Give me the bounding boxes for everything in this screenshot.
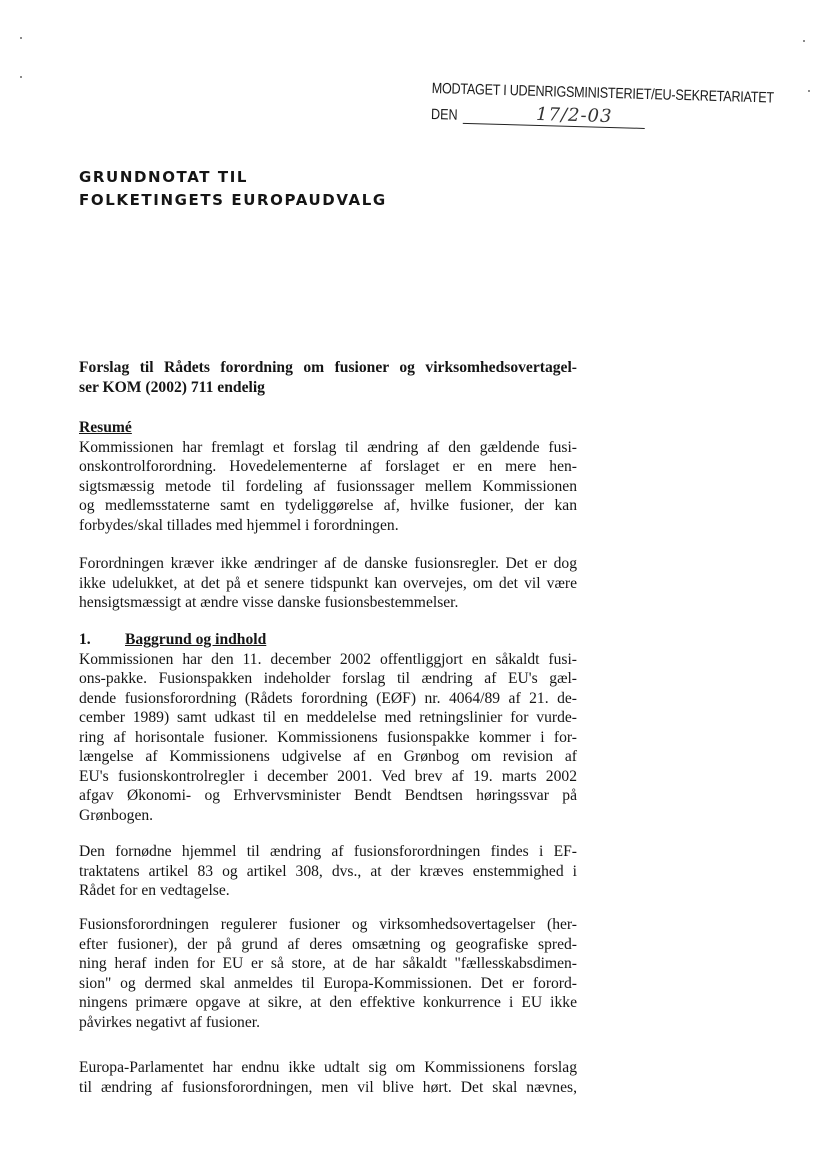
scan-speck bbox=[803, 40, 805, 42]
body-line: Den fornødne hjemmel til ændring af fusionsforordningen findes i EF- bbox=[79, 843, 577, 860]
body-line: påvirkes negativt af fusioner. bbox=[79, 1013, 261, 1031]
body-line: ning heraf inden for EU er så store, at de har såkaldt "fællesskabsdimen- bbox=[79, 955, 577, 972]
section-1 bbox=[79, 630, 577, 825]
body-line: Kommissionen har den 11. december 2002 offentliggjort en såkaldt fusi- bbox=[79, 650, 577, 668]
section-1-paragraph-3 bbox=[79, 915, 577, 1032]
section-number: 1. bbox=[79, 631, 91, 648]
resume-line: sigtsmæssig metode til fordeling af fusionssager mellem Kommissionen bbox=[79, 477, 577, 495]
body-line: ningens primære opgave at sikre, at den effektive konkurrence i EU ikke bbox=[79, 994, 577, 1011]
body-line: længelse af Kommissionens udgivelse af en Grønbog om revision af bbox=[79, 748, 577, 765]
body-line: til ændring af fusionsforordningen, men vil blive hørt. Det skal nævnes, bbox=[79, 1078, 577, 1096]
scan-speck bbox=[20, 37, 22, 39]
body-line: Grønbogen. bbox=[79, 806, 154, 824]
resume-heading: Resumé bbox=[79, 419, 132, 436]
title-line: ser KOM (2002) 711 endelig bbox=[79, 378, 265, 396]
stamp-den-label: DEN bbox=[430, 105, 458, 124]
document-title bbox=[79, 358, 577, 397]
body-line: ons-pakke. Fusionspakken indeholder forslag til ændring af EU's gæl- bbox=[79, 670, 577, 687]
resume-line: Kommissionen har fremlagt et forslag til ændring af den gældende fusi- bbox=[79, 438, 577, 456]
body-line: Rådet for en vedtagelse. bbox=[79, 882, 230, 899]
resume-line: forbydes/skal tillades med hjemmel i forordningen. bbox=[79, 516, 399, 534]
stamp-text: MODTAGET I UDENRIGSMINISTERIET/EU-SEKRETARIATET bbox=[431, 80, 775, 107]
stamp-handwritten-date: 17/2-03 bbox=[535, 103, 613, 128]
section-title: Baggrund og indhold bbox=[125, 631, 267, 648]
section-heading bbox=[79, 630, 577, 650]
title-line: Forslag til Rådets forordning om fusioner og virksomhedsovertagel- bbox=[79, 359, 577, 376]
scan-speck bbox=[808, 90, 810, 92]
body-line: efter fusioner), der på grund af deres omsætning og geografiske spred- bbox=[79, 935, 577, 953]
resume-line: ikke udelukket, at det på et senere tidspunkt kan overvejes, om det vil være bbox=[79, 574, 577, 592]
body-line: EU's fusionskontrolregler i december 2001. Ved brev af 19. marts 2002 bbox=[79, 767, 577, 785]
resume-line: onskontrolforordning. Hovedelementerne af forslaget er en mere hen- bbox=[79, 458, 577, 475]
document-header bbox=[79, 166, 387, 212]
body-line: cember 1989) samt udkast til en meddelelse med retningslinier for vurde- bbox=[79, 709, 577, 726]
body-line: sion" og dermed skal anmeldes til Europa-Kommissionen. Det er forord- bbox=[79, 974, 577, 992]
body-line: ring af horisontale fusioner. Kommissionens fusionspakke kommer i for- bbox=[79, 728, 577, 746]
body-line: dende fusionsforordning (Rådets forordning (EØF) nr. 4064/89 af 21. de- bbox=[79, 689, 577, 707]
resume-line: Forordningen kræver ikke ændringer af de danske fusionsregler. Det er dog bbox=[79, 555, 577, 572]
body-line: Europa-Parlamentet har endnu ikke udtalt sig om Kommissionens forslag bbox=[79, 1059, 577, 1076]
body-line: afgav Økonomi- og Erhvervsminister Bendt Bendtsen høringssvar på bbox=[79, 787, 577, 804]
section-1-paragraph-4 bbox=[79, 1058, 577, 1097]
resume-line: hensigtsmæssigt at ændre visse danske fusionsbestemmelser. bbox=[79, 594, 459, 611]
received-stamp bbox=[430, 80, 784, 150]
body-line: Fusionsforordningen regulerer fusioner og virksomhedsovertagelser (her- bbox=[79, 916, 577, 933]
resume-line: og medlemsstaterne samt en tydeliggørelse af, hvilke fusioner, der kan bbox=[79, 497, 577, 514]
resume-paragraph-2 bbox=[79, 554, 577, 613]
resume-section bbox=[79, 418, 577, 535]
scan-speck bbox=[20, 76, 22, 78]
section-1-paragraph-2 bbox=[79, 842, 577, 901]
header-line-1: GRUNDNOTAT TIL bbox=[79, 168, 249, 186]
header-line-2: FOLKETINGETS EUROPAUDVALG bbox=[79, 191, 387, 209]
body-line: traktatens artikel 83 og artikel 308, dvs., at der kræves enstemmighed i bbox=[79, 862, 577, 880]
